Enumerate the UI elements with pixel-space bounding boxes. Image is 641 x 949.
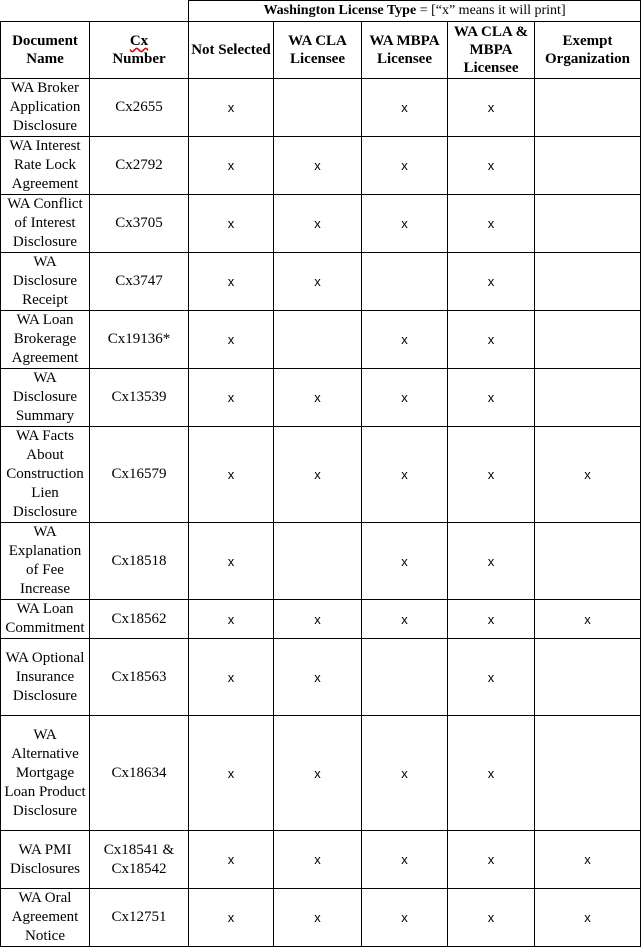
mark-exempt [535, 195, 641, 253]
mark-exempt: x [535, 600, 641, 639]
cx-number-cell: Cx19136* [90, 311, 189, 369]
mark-wa-cla-mbpa: x [448, 716, 535, 831]
mark-not-selected: x [189, 311, 274, 369]
mark-wa-mbpa: x [362, 600, 448, 639]
mark-wa-cla-mbpa: x [448, 79, 535, 137]
cx-number-cell: Cx18518 [90, 523, 189, 600]
mark-wa-cla: x [274, 831, 362, 889]
mark-wa-mbpa: x [362, 523, 448, 600]
table-body [1, 79, 641, 947]
header-spacer [1, 1, 189, 22]
mark-wa-mbpa: x [362, 311, 448, 369]
mark-wa-cla: x [274, 195, 362, 253]
license-type-label: Washington License Type [263, 3, 417, 18]
document-name-cell: WA Loan Commitment [1, 600, 90, 639]
mark-wa-cla-mbpa: x [448, 523, 535, 600]
cx-number-cell: Cx18563 [90, 639, 189, 716]
mark-not-selected: x [189, 639, 274, 716]
table-row [1, 716, 641, 831]
cx-number-cell: Cx12751 [90, 889, 189, 947]
mark-exempt: x [535, 831, 641, 889]
mark-exempt [535, 137, 641, 195]
mark-exempt [535, 311, 641, 369]
document-name-cell: WA PMI Disclosures [1, 831, 90, 889]
mark-not-selected: x [189, 523, 274, 600]
col-document-name: Document Name [1, 22, 90, 79]
cx-number-cell: Cx18634 [90, 716, 189, 831]
table-row [1, 311, 641, 369]
mark-wa-cla [274, 79, 362, 137]
mark-wa-mbpa: x [362, 137, 448, 195]
mark-exempt: x [535, 889, 641, 947]
mark-wa-cla-mbpa: x [448, 639, 535, 716]
mark-not-selected: x [189, 427, 274, 523]
mark-wa-mbpa: x [362, 195, 448, 253]
mark-not-selected: x [189, 369, 274, 427]
mark-wa-cla: x [274, 889, 362, 947]
mark-wa-cla-mbpa: x [448, 831, 535, 889]
mark-wa-cla [274, 311, 362, 369]
mark-wa-cla-mbpa: x [448, 311, 535, 369]
cx-number-cell: Cx13539 [90, 369, 189, 427]
document-name-cell: WA Optional Insurance Disclosure [1, 639, 90, 716]
mark-wa-cla-mbpa: x [448, 253, 535, 311]
table-row [1, 195, 641, 253]
document-name-cell: WA Loan Brokerage Agreement [1, 311, 90, 369]
mark-exempt: x [535, 427, 641, 523]
col-cx-label: Cx [129, 33, 149, 49]
mark-wa-mbpa: x [362, 427, 448, 523]
mark-wa-cla [274, 523, 362, 600]
mark-wa-cla-mbpa: x [448, 137, 535, 195]
mark-not-selected: x [189, 195, 274, 253]
col-wa-cla-mbpa: WA CLA & MBPA Licensee [448, 22, 535, 79]
license-type-header [189, 1, 641, 22]
table-row [1, 831, 641, 889]
mark-exempt [535, 79, 641, 137]
col-not-selected: Not Selected [189, 22, 274, 79]
document-name-cell: WA Conflict of Interest Disclosure [1, 195, 90, 253]
mark-wa-cla: x [274, 427, 362, 523]
cx-number-cell: Cx3705 [90, 195, 189, 253]
license-type-note: = [“x” means it will print] [416, 3, 566, 18]
table-row [1, 600, 641, 639]
cx-number-cell: Cx16579 [90, 427, 189, 523]
table-row [1, 523, 641, 600]
mark-wa-cla-mbpa: x [448, 600, 535, 639]
mark-exempt [535, 639, 641, 716]
mark-not-selected: x [189, 831, 274, 889]
license-header-row [1, 1, 641, 22]
mark-wa-cla-mbpa: x [448, 427, 535, 523]
mark-not-selected: x [189, 253, 274, 311]
table-row [1, 427, 641, 523]
mark-wa-cla: x [274, 600, 362, 639]
col-wa-cla: WA CLA Licensee [274, 22, 362, 79]
document-name-cell: WA Broker Application Disclosure [1, 79, 90, 137]
mark-wa-mbpa: x [362, 889, 448, 947]
document-name-cell: WA Alternative Mortgage Loan Product Disclosure [1, 716, 90, 831]
mark-wa-cla-mbpa: x [448, 369, 535, 427]
mark-wa-mbpa: x [362, 369, 448, 427]
col-exempt: Exempt Organization [535, 22, 641, 79]
document-name-cell: WA Explanation of Fee Increase [1, 523, 90, 600]
table-row [1, 137, 641, 195]
mark-not-selected: x [189, 79, 274, 137]
document-name-cell: WA Oral Agreement Notice [1, 889, 90, 947]
mark-wa-cla-mbpa: x [448, 195, 535, 253]
document-name-cell: WA Interest Rate Lock Agreement [1, 137, 90, 195]
mark-wa-cla: x [274, 137, 362, 195]
mark-wa-cla-mbpa: x [448, 889, 535, 947]
mark-wa-mbpa [362, 253, 448, 311]
mark-exempt [535, 253, 641, 311]
document-name-cell: WA Disclosure Receipt [1, 253, 90, 311]
cx-number-cell: Cx2792 [90, 137, 189, 195]
mark-exempt [535, 369, 641, 427]
mark-exempt [535, 523, 641, 600]
mark-wa-cla: x [274, 253, 362, 311]
mark-not-selected: x [189, 716, 274, 831]
mark-wa-mbpa [362, 639, 448, 716]
mark-wa-mbpa: x [362, 79, 448, 137]
mark-not-selected: x [189, 600, 274, 639]
mark-wa-cla: x [274, 716, 362, 831]
table-row [1, 889, 641, 947]
mark-wa-cla: x [274, 639, 362, 716]
mark-not-selected: x [189, 889, 274, 947]
mark-not-selected: x [189, 137, 274, 195]
document-name-cell: WA Facts About Construction Lien Disclosure [1, 427, 90, 523]
table-row [1, 253, 641, 311]
table-row [1, 639, 641, 716]
mark-wa-mbpa: x [362, 716, 448, 831]
cx-number-cell: Cx3747 [90, 253, 189, 311]
mark-wa-cla: x [274, 369, 362, 427]
mark-exempt [535, 716, 641, 831]
cx-number-cell: Cx2655 [90, 79, 189, 137]
col-number-label: Number [112, 51, 166, 67]
column-header-row [1, 22, 641, 79]
table-row [1, 79, 641, 137]
col-wa-mbpa: WA MBPA Licensee [362, 22, 448, 79]
mark-wa-mbpa: x [362, 831, 448, 889]
document-name-cell: WA Disclosure Summary [1, 369, 90, 427]
col-cx-number [90, 22, 189, 79]
table-row [1, 369, 641, 427]
cx-number-cell: Cx18562 [90, 600, 189, 639]
cx-number-cell: Cx18541 & Cx18542 [90, 831, 189, 889]
